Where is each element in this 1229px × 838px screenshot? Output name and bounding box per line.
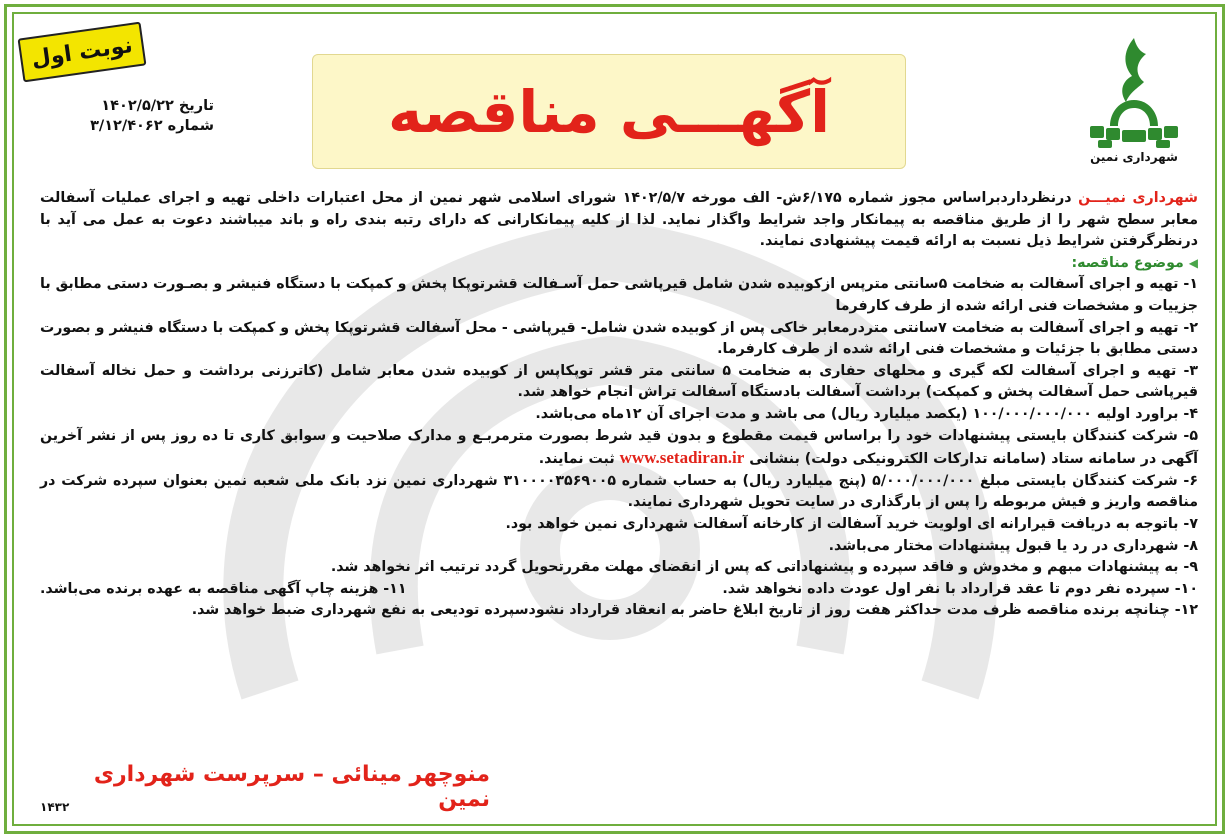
intro-text: درنظرداردبراساس مجوز شماره ۶/۱۷۵ش- الف مورخه ۱۴۰۲/۵/۷ شورای اسلامی شهر نمین از محل اعتبارات داخلی تهیه و اجرای عملیات آسفالت معابر سطح شهر را از طریق مناقصه به پیمانکار واجد شرایط واگذار نماید. لذا از کلیه پیمانکارانی که دارای رتبه بندی راه و باند میباشند دعوت به عمل می آید با درنظرگرفتن شرایط ذیل نسبت به ارائه قیمت پیشنهادی نمایند. xyxy=(40,190,1198,250)
page-title: آگهـــی مناقصه xyxy=(388,77,830,146)
item-5 xyxy=(40,426,1198,471)
date-line: تاریخ ۱۴۰۲/۵/۲۲ xyxy=(101,98,214,114)
logo-caption: شهرداری نمین xyxy=(1090,150,1178,164)
organization-name: شهرداری نمیـــن xyxy=(1078,190,1198,206)
item-3: ۳- تهیه و اجرای آسفالت لکه گیری و محلهای حفاری به ضخامت ۵ سانتی متر قشر توپکاپس از کوبیده شدن معابر شامل (کاترزنی برداشت و حمل نخاله آسفالت قیرپاشی حمل آسفالت پخش و کمپکت) برداشت آسفالت بادستگاه آسفالت تراش انجام خواهد شد. xyxy=(40,362,1199,401)
item-1: ۱- تهیه و اجرای آسفالت به ضخامت ۵سانتی مترپس ازکوبیده شدن شامل قیرپاشی حمل آسـفالت قشرتوپکا پخش و کمپکت با دستگاه فنیشر و بصـورت دستی مطابق با جزییات و مشخصات فنی ارائه شده از طرف کارفرما xyxy=(40,276,1198,314)
item-5-text-b: ثبت نمایند. xyxy=(538,451,620,468)
badge-text: نوبت اول xyxy=(29,32,135,72)
triangle-bullet-icon: ◀ xyxy=(1188,255,1198,270)
date-number-block xyxy=(80,96,214,136)
item-2: ۲- تهیه و اجرای آسفالت به ضخامت ۷سانتی متردرمعابر خاکی پس از کوبیده شدن شامل- قیرپاشی - محل آسفالت قشرتوپکا پخش و کمپکت با دستگاه فنیشر و بصورت دستی مطابق با جزئیات و مشخصات فنی ارائه شده از طرف کارفرما. xyxy=(40,319,1198,358)
signature: منوچهر مینائی – سرپرست شهرداری نمین xyxy=(93,762,490,812)
item-12: ۱۲- چنانچه برنده مناقصه ظرف مدت حداکثر هفت روز از تاریخ ابلاغ حاضر به انعقاد قرارداد نشودسپرده تودیعی به نفع شهرداری ضبط خواهد شد. xyxy=(191,602,1198,619)
subject-heading xyxy=(40,253,1198,275)
item-10: ۱۰- سپرده نفر دوم تا عقد قرارداد با نفر اول عودت داده نخواهد شد. xyxy=(722,580,1198,597)
item-8: ۸- شهرداری در رد یا قبول پیشنهادات مختار می‌باشد. xyxy=(828,537,1198,554)
subject-label: موضوع مناقصه: xyxy=(1071,254,1184,271)
item-6: ۶- شرکت کنندگان بایستی مبلغ ۵/۰۰۰/۰۰۰/۰۰۰ (پنج میلیارد ریال) به حساب شماره ۳۱۰۰۰۰۳۵۶۹۰۰۵ شهرداری نمین نزد بانک ملی شعبه نمین بعنوان سپرده شرکت در مناقصه واریز و فیش مربوطه را پس از بارگذاری در سایت تحویل شهرداری نمایند. xyxy=(40,472,1198,511)
item-4: ۴- براورد اولیه ۱۰۰/۰۰۰/۰۰۰/۰۰۰ (یکصد میلیارد ریال) می باشد و مدت اجرای آن ۱۲ماه می‌باشد. xyxy=(535,405,1198,422)
item-5-text-a: ۵- شرکت کنندگان بایستی پیشنهادات خود را براساس قیمت مقطوع و بدون قید شرط بصورت مترمربـع و مدارک صلاحیت و سوابق کاری تا ده روز پس از نشر آخرین آگهی در سامانه ستاد (سامانه تدارکات الکترونیکی دولت) بنشانی xyxy=(40,427,1198,468)
number-line: شماره ۳/۱۲/۴۰۶۲ xyxy=(90,118,214,134)
title-box xyxy=(312,54,906,169)
footer-code: ۱۴۳۲ xyxy=(40,800,70,814)
notice-body xyxy=(40,188,1198,622)
item-9: ۹- به پیشنهادات مبهم و مخدوش و فاقد سپرده و پیشنهاداتی که پس از انقضای مهلت مقررتحویل گردد ترتیب اثر نخواهد شد. xyxy=(330,559,1198,576)
items-10-11-row xyxy=(40,579,1198,601)
setad-website-link[interactable]: www.setadiran.ir xyxy=(619,448,745,468)
intro-paragraph xyxy=(40,188,1198,253)
item-7: ۷- باتوجه به دریافت قیرارانه ای اولویت خرید آسفالت از کارخانه آسفالت شهرداری نمین خواهد بود. xyxy=(505,515,1198,532)
item-11: ۱۱- هزینه چاپ آگهی مناقصه به عهده برنده می‌باشد. xyxy=(40,580,407,597)
